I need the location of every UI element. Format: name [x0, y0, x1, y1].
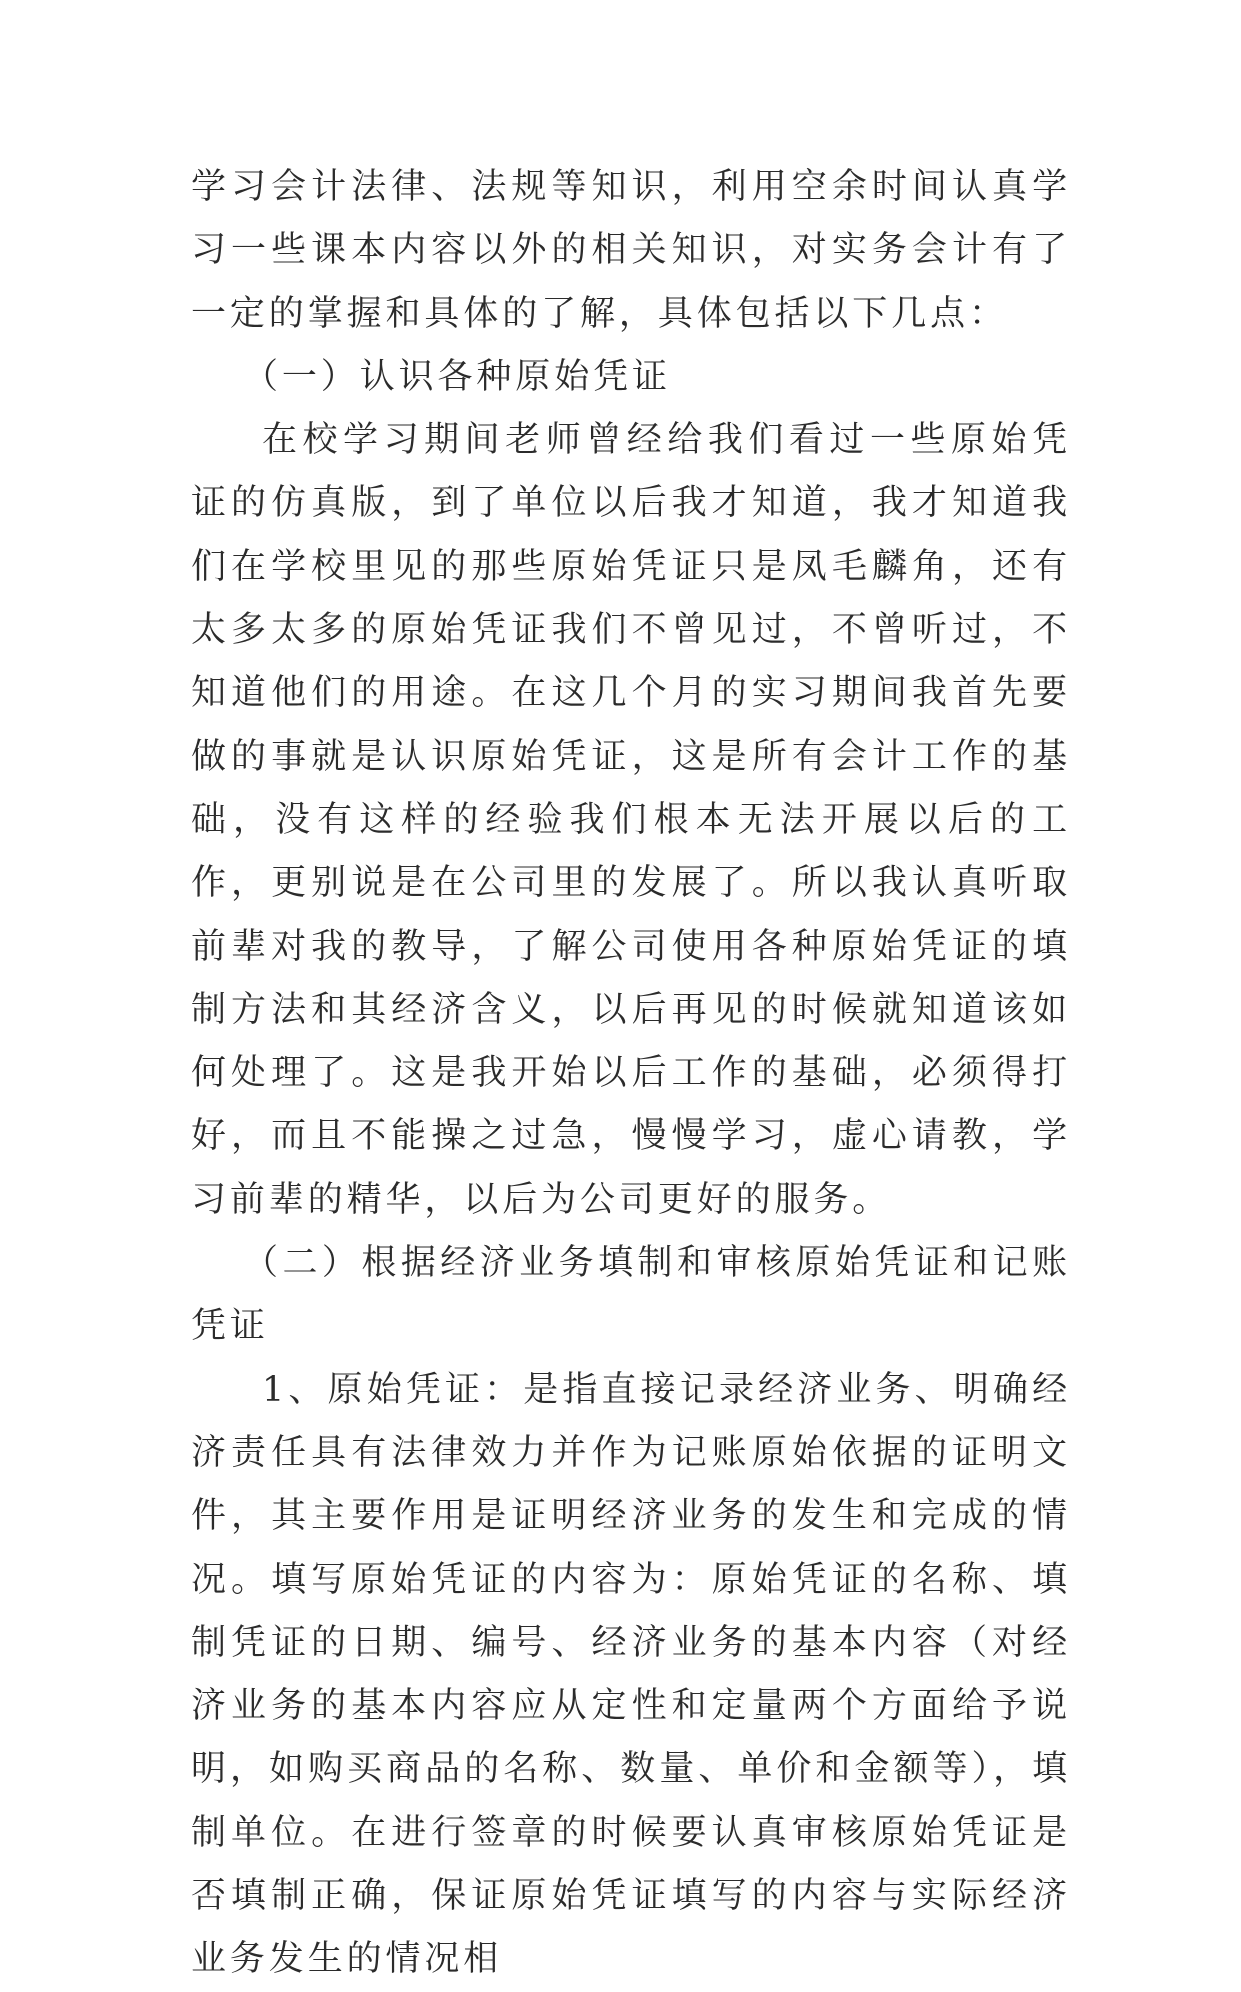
section-heading-2: （二）根据经济业务填制和审核原始凭证和记账凭证 — [191, 1243, 1071, 1347]
paragraph-intro: 学习会计法律、法规等知识，利用空余时间认真学习一些课本内容以外的相关知识，对实务会计有了一定的掌握和具体的了解，具体包括以下几点： — [191, 167, 1071, 334]
section-heading-1: （一）认识各种原始凭证 — [243, 356, 671, 397]
document-body — [191, 156, 1071, 1992]
paragraph-voucher-definition: 1、原始凭证：是指直接记录经济业务、明确经济责任具有法律效力并作为记账原始依据的证明文件，其主要作用是证明经济业务的发生和完成的情况。填写原始凭证的内容为：原始凭证的名称、填制凭证的日期、编号、经济业务的基本内容（对经济业务的基本内容应从定性和定量两个方面给予说明，如购买商品的名称、数量、单价和金额等），填制单位。在进行签章的时候要认真审核原始凭证是否填制正确，保证原始凭证填写的内容与实际经济业务发生的情况相 — [191, 1369, 1071, 1980]
paragraph-original-vouchers: 在校学习期间老师曾经给我们看过一些原始凭证的仿真版，到了单位以后我才知道，我才知道我们在学校里见的那些原始凭证只是凤毛麟角，还有太多太多的原始凭证我们不曾见过，不曾听过，不知道他们的用途。在这几个月的实习期间我首先要做的事就是认识原始凭证，这是所有会计工作的基础，没有这样的经验我们根本无法开展以后的工作，更别说是在公司里的发展了。所以我认真听取前辈对我的教导，了解公司使用各种原始凭证的填制方法和其经济含义，以后再见的时候就知道该如何处理了。这是我开始以后工作的基础，必须得打好，而且不能操之过急，慢慢学习，虚心请教，学习前辈的精华，以后为公司更好的服务。 — [191, 420, 1071, 1220]
